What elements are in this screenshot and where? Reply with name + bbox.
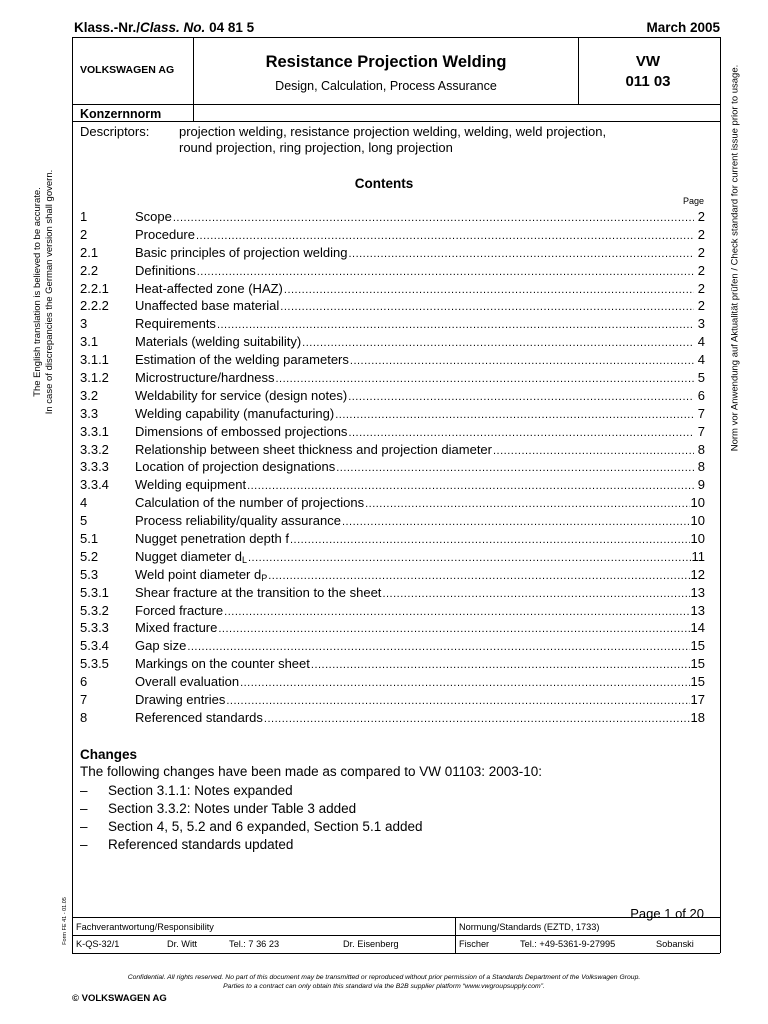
toc-entry-title-text: Process reliability/quality assurance: [135, 513, 341, 529]
toc-entry: [80, 263, 705, 281]
toc-entry-number: 2: [80, 226, 88, 242]
toc-entry-title-text: Location of projection designations: [135, 459, 336, 475]
toc-entry: [80, 406, 705, 424]
translation-note-line: The English translation is believed to be accurate.: [32, 187, 43, 397]
toc-entry: [80, 585, 705, 603]
responsibility-person-2: Dr. Eisenberg: [343, 939, 399, 949]
standards-person-2: Sobanski: [656, 939, 694, 949]
toc-entry-number: 3.3: [80, 405, 99, 421]
toc-entry-title: [135, 692, 225, 707]
toc-entry-page: 6: [697, 387, 705, 403]
toc-entry-title-text: Markings on the counter sheet: [135, 656, 310, 672]
toc-entry-title: [135, 209, 172, 224]
contents-heading: Contents: [354, 176, 414, 191]
toc-entry-page: 4: [697, 352, 705, 368]
class-label-de: Klass.-Nr./: [74, 20, 141, 35]
toc-entry: [80, 656, 705, 674]
responsibility-dept: K-QS-32/1: [76, 939, 120, 949]
toc-entry-title-text: Materials (welding suitability): [135, 334, 302, 350]
toc-entry-title: [135, 531, 289, 546]
descriptors-label: Descriptors:: [80, 124, 150, 139]
toc-dot-leader: [218, 623, 689, 635]
toc-dot-leader: [493, 445, 694, 457]
page-indicator: Page 1 of 20: [630, 906, 704, 921]
toc-entry-title-text: Drawing entries: [135, 692, 226, 708]
toc-entry-title-text: Welding capability (manufacturing): [135, 405, 335, 421]
toc-entry-number: 5.3.3: [80, 620, 109, 636]
change-item: [80, 819, 423, 837]
toc-entry-title-text: Basic principles of projection welding: [135, 244, 348, 260]
change-bullet: –: [80, 801, 88, 816]
toc-entry-title: [135, 620, 217, 635]
descriptors-line: round projection, ring projection, long projection: [179, 139, 453, 155]
table-of-contents: [80, 209, 705, 728]
toc-entry-title: [135, 281, 283, 296]
toc-entry: [80, 334, 705, 352]
toc-entry-number: 5.3: [80, 566, 99, 582]
toc-entry: [80, 459, 705, 477]
toc-entry-subscript: L: [241, 554, 247, 565]
toc-entry-number: 3.2: [80, 387, 99, 403]
toc-dot-leader: [302, 337, 694, 349]
toc-entry-page: 8: [697, 441, 705, 457]
toc-entry-title-text: Procedure: [135, 226, 195, 242]
toc-entry-title-text: Forced fracture: [135, 602, 224, 618]
toc-dot-leader: [275, 373, 694, 385]
toc-dot-leader: [350, 355, 694, 367]
change-item-text: Referenced standards updated: [108, 837, 294, 852]
document-number: [578, 52, 718, 92]
konzernnorm-label: Konzernnorm: [80, 107, 162, 121]
toc-dot-leader: [247, 480, 694, 492]
toc-entry-page: 18: [690, 709, 705, 725]
document-number-value: 011 03: [625, 73, 671, 90]
toc-entry-title: [135, 495, 364, 510]
change-item: [80, 837, 423, 855]
standards-label: Normung/Standards (EZTD, 1733): [459, 922, 600, 932]
toc-entry: [80, 674, 705, 692]
issue-date: March 2005: [646, 20, 720, 35]
toc-entry: [80, 603, 705, 621]
toc-entry-title: [135, 567, 267, 583]
change-item: [80, 783, 423, 801]
confidentiality-notice: [0, 973, 768, 991]
footer-left-border: [72, 917, 73, 953]
toc-entry-subscript: P: [261, 572, 268, 583]
toc-entry-title-text: Nugget diameter d: [135, 548, 242, 564]
toc-entry: [80, 370, 705, 388]
page-column-label: Page: [682, 196, 704, 206]
toc-dot-leader: [197, 266, 694, 278]
toc-entry-number: 7: [80, 692, 88, 708]
change-bullet: –: [80, 837, 88, 852]
toc-dot-leader: [173, 212, 694, 224]
toc-entry-title: [135, 638, 186, 653]
standards-person-1: Fischer: [459, 939, 490, 949]
toc-entry-page: 2: [697, 226, 705, 242]
toc-dot-leader: [280, 301, 694, 313]
toc-entry-page: 2: [697, 209, 705, 224]
toc-entry-page: 15: [690, 656, 705, 672]
footer-mid-border: [72, 935, 720, 936]
toc-entry: [80, 298, 705, 316]
toc-entry-number: 2.1: [80, 244, 99, 260]
toc-entry-number: 3: [80, 316, 88, 332]
toc-entry-page: 14: [690, 620, 705, 636]
responsibility-label: Fachverantwortung/Responsibility: [76, 922, 214, 932]
toc-entry: [80, 227, 705, 245]
toc-entry-title: [135, 513, 341, 528]
toc-entry-page: 12: [690, 566, 705, 582]
responsibility-phone: Tel.: 7 36 23: [229, 939, 280, 949]
toc-entry: [80, 620, 705, 638]
descriptors-text: [179, 124, 679, 155]
toc-entry-page: 13: [690, 584, 705, 600]
toc-entry-number: 2.2.2: [80, 298, 109, 314]
change-item: [80, 801, 423, 819]
footer-bottom-border: [72, 953, 720, 954]
toc-dot-leader: [342, 516, 690, 528]
toc-entry-number: 4: [80, 495, 88, 511]
toc-entry: [80, 209, 705, 227]
toc-entry-number: 5: [80, 513, 88, 529]
toc-entry-page: 10: [690, 531, 705, 547]
copyright-notice: © VOLKSWAGEN AG: [72, 993, 167, 1004]
toc-entry-title: [135, 406, 334, 421]
toc-entry-page: 5: [697, 370, 705, 386]
responsibility-person-1: Dr. Witt: [167, 939, 198, 949]
toc-dot-leader: [336, 462, 694, 474]
toc-entry-title: [135, 245, 347, 260]
usage-note-text: Norm vor Anwendung auf Aktualität prüfen / Check standard for current issue prior to usage.: [729, 64, 741, 452]
toc-entry: [80, 692, 705, 710]
toc-entry-title: [135, 656, 310, 671]
change-item-text: Section 4, 5, 5.2 and 6 expanded, Section 5.1 added: [108, 819, 423, 834]
document-number-prefix: VW: [635, 53, 661, 70]
toc-entry-page: 2: [697, 298, 705, 314]
toc-entry-page: 11: [691, 548, 705, 564]
toc-entry-title: [135, 424, 347, 439]
toc-entry: [80, 424, 705, 442]
toc-dot-leader: [240, 677, 689, 689]
toc-entry-number: 3.1: [80, 334, 99, 350]
toc-entry-page: 3: [697, 316, 705, 332]
toc-entry-title: [135, 549, 247, 565]
toc-entry-title-text: Relationship between sheet thickness and projection diameter: [135, 441, 492, 457]
toc-dot-leader: [311, 659, 690, 671]
toc-entry-number: 3.1.2: [80, 370, 109, 386]
change-item-text: Section 3.1.1: Notes expanded: [108, 783, 293, 798]
toc-entry-title-text: Referenced standards: [135, 709, 263, 725]
toc-entry: [80, 281, 705, 299]
toc-dot-leader: [196, 230, 694, 242]
toc-entry-title-text: Shear fracture at the transition to the sheet: [135, 584, 382, 600]
toc-entry: [80, 567, 705, 585]
toc-entry-number: 3.3.2: [80, 441, 109, 457]
company-name: VOLKSWAGEN AG: [80, 64, 175, 76]
document-title: Resistance Projection Welding: [265, 53, 507, 71]
toc-entry: [80, 245, 705, 263]
frame-left-border: [72, 37, 73, 917]
toc-entry-title: [135, 459, 335, 474]
toc-entry-page: 10: [690, 513, 705, 529]
toc-entry-number: 5.3.1: [80, 584, 109, 600]
toc-entry-page: 4: [697, 334, 705, 350]
toc-entry: [80, 316, 705, 334]
toc-dot-leader: [224, 606, 689, 618]
toc-entry-title: [135, 674, 239, 689]
toc-entry-title: [135, 585, 381, 600]
toc-entry-number: 3.3.1: [80, 423, 109, 439]
translation-note-line: In case of discrepancies the German version shall govern.: [44, 169, 55, 415]
toc-entry-title-text: Overall evaluation: [135, 674, 240, 690]
title-block-bottom-border: [72, 121, 720, 122]
toc-entry-title-text: Mixed fracture: [135, 620, 218, 636]
toc-dot-leader: [248, 552, 691, 564]
toc-entry-page: 2: [697, 244, 705, 260]
toc-entry-title: [135, 477, 246, 492]
toc-dot-leader: [217, 319, 694, 331]
toc-entry-page: 15: [690, 674, 705, 690]
toc-entry-title-text: Nugget penetration depth f: [135, 531, 289, 547]
toc-entry-number: 3.1.1: [80, 352, 109, 368]
toc-dot-leader: [335, 409, 694, 421]
changes-heading: Changes: [80, 747, 138, 762]
toc-dot-leader: [187, 641, 689, 653]
change-bullet: –: [80, 819, 88, 834]
footer-divider: [455, 917, 456, 953]
confidentiality-line: Parties to a contract can only obtain this standard via the B2B supplier platform “www.vwgroupsupply.com”.: [223, 983, 545, 990]
toc-entry: [80, 495, 705, 513]
toc-entry: [80, 531, 705, 549]
toc-entry: [80, 388, 705, 406]
toc-entry-title: [135, 352, 349, 367]
toc-entry-number: 6: [80, 674, 88, 690]
toc-entry-page: 7: [697, 405, 705, 421]
toc-entry-page: 2: [697, 262, 705, 278]
changes-list: [80, 783, 423, 855]
toc-dot-leader: [264, 713, 690, 725]
form-id-text: Form FE 41 - 01.05: [62, 897, 68, 945]
toc-dot-leader: [226, 695, 689, 707]
frame-right-border: [720, 37, 721, 917]
toc-entry-title: [135, 710, 263, 725]
toc-entry-page: 2: [697, 280, 705, 296]
toc-entry: [80, 638, 705, 656]
title-block-mid-border: [72, 104, 720, 105]
toc-entry-number: 5.3.5: [80, 656, 109, 672]
toc-dot-leader: [365, 498, 689, 510]
toc-entry: [80, 549, 705, 567]
toc-entry-title: [135, 388, 347, 403]
toc-entry-page: 15: [690, 638, 705, 654]
toc-entry-title-text: Requirements: [135, 316, 216, 332]
confidentiality-line: Confidential. All rights reserved. No part of this document may be transmitted or reproduced without prior permission of a Standards Department of the Volkswagen Group.: [127, 974, 641, 981]
toc-dot-leader: [290, 534, 690, 546]
toc-dot-leader: [348, 391, 694, 403]
descriptors-line: projection welding, resistance projection welding, welding, weld projection,: [179, 124, 607, 139]
toc-entry-title-text: Weld point diameter d: [135, 566, 262, 582]
toc-entry-number: 5.2: [80, 548, 99, 564]
toc-entry-page: 13: [690, 602, 705, 618]
class-number: [74, 20, 254, 35]
standards-phone: Tel.: +49-5361-9-27995: [520, 939, 616, 949]
toc-entry-title-text: Calculation of the number of projections: [135, 495, 365, 511]
toc-entry-title: [135, 263, 196, 278]
toc-entry-title-text: Dimensions of embossed projections: [135, 423, 348, 439]
document-subtitle: Design, Calculation, Process Assurance: [275, 79, 497, 93]
toc-entry-number: 5.1: [80, 531, 99, 547]
class-label-en: Class. No.: [140, 20, 206, 35]
toc-entry-title: [135, 442, 492, 457]
footer-right-border: [720, 917, 721, 953]
toc-entry-number: 3.3.4: [80, 477, 109, 493]
toc-entry-title-text: Scope: [135, 209, 172, 224]
toc-entry-page: 9: [697, 477, 705, 493]
toc-entry: [80, 352, 705, 370]
change-item-text: Section 3.3.2: Notes under Table 3 added: [108, 801, 357, 816]
toc-dot-leader: [382, 588, 689, 600]
toc-entry-title-text: Unaffected base material: [135, 298, 280, 314]
toc-entry-title-text: Heat-affected zone (HAZ): [135, 280, 283, 296]
toc-entry: [80, 442, 705, 460]
toc-entry-title-text: Estimation of the welding parameters: [135, 352, 349, 368]
toc-entry-title-text: Gap size: [135, 638, 187, 654]
toc-dot-leader: [348, 427, 694, 439]
title-block-top-border: [72, 37, 720, 38]
footer-top-border: [72, 917, 720, 918]
changes-intro: The following changes have been made as compared to VW 01103: 2003-10:: [80, 764, 543, 779]
toc-entry-number: 8: [80, 709, 88, 725]
toc-entry-page: 8: [697, 459, 705, 475]
toc-dot-leader: [268, 570, 689, 582]
toc-entry-title: [135, 316, 216, 331]
toc-dot-leader: [284, 284, 694, 296]
toc-entry-page: 7: [697, 423, 705, 439]
toc-entry: [80, 710, 705, 728]
toc-entry-number: 1: [80, 209, 88, 224]
toc-entry-number: 2.2.1: [80, 280, 109, 296]
toc-entry-title: [135, 603, 223, 618]
toc-dot-leader: [348, 248, 694, 260]
toc-entry-page: 10: [690, 495, 705, 511]
toc-entry-title: [135, 370, 274, 385]
toc-entry-title-text: Microstructure/hardness: [135, 370, 275, 386]
toc-entry-title: [135, 334, 301, 349]
toc-entry-page: 17: [690, 692, 705, 708]
toc-entry-number: 5.3.2: [80, 602, 109, 618]
toc-entry-number: 3.3.3: [80, 459, 109, 475]
change-bullet: –: [80, 783, 88, 798]
toc-entry-number: 5.3.4: [80, 638, 109, 654]
toc-entry-title: [135, 298, 279, 313]
toc-entry-title-text: Weldability for service (design notes): [135, 387, 348, 403]
toc-entry-number: 2.2: [80, 262, 99, 278]
toc-entry: [80, 513, 705, 531]
toc-entry-title-text: Welding equipment: [135, 477, 247, 493]
toc-entry: [80, 477, 705, 495]
class-number-value: 04 81 5: [209, 20, 255, 35]
toc-entry-title-text: Definitions: [135, 262, 196, 278]
toc-entry-title: [135, 227, 195, 242]
